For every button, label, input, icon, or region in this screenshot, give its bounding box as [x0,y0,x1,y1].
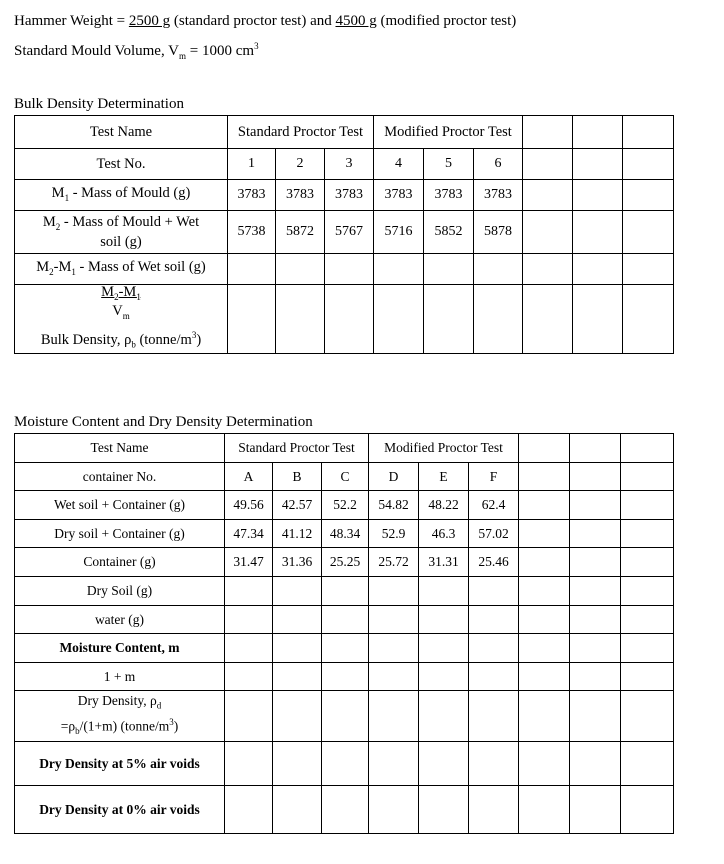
empty-cell [419,634,469,663]
empty-cell [621,434,674,463]
empty-cell [374,254,424,285]
dry-soil-container-label: Dry soil + Container (g) [15,520,225,548]
empty-cell [419,663,469,691]
empty-cell [469,634,519,663]
container-mass-label: Container (g) [15,548,225,577]
empty-cell [519,606,570,634]
bulk-density-label [15,285,228,354]
fraction-numerator [101,285,141,304]
bulk-density-title [15,327,227,353]
empty-cell [225,786,273,834]
diff-sub-1: 2 [49,266,54,277]
container-d: D [369,463,419,491]
empty-cell [570,434,621,463]
empty-cell [523,254,573,285]
container-mass-row [15,548,674,577]
container-value-3: 25.25 [322,548,369,577]
empty-cell [225,634,273,663]
empty-cell [369,606,419,634]
empty-cell [573,211,623,254]
fraction-denominator [112,303,130,319]
wet-value-1: 49.56 [225,491,273,520]
empty-cell [225,663,273,691]
empty-cell [469,742,519,786]
empty-cell [570,548,621,577]
empty-cell [570,663,621,691]
bulk-header-row [15,116,674,149]
mass-wet-soil-row [15,254,674,285]
dd-formula-sup: 3 [169,716,174,727]
empty-cell [322,634,369,663]
empty-cell [369,691,419,742]
empty-cell [523,116,573,149]
bd-text-3: ) [196,331,202,348]
bd-sub: b [131,339,136,350]
m2-value-6: 5878 [474,211,523,254]
bd-text: Bulk Density, ρ [40,331,132,348]
empty-cell [519,577,570,606]
empty-cell [419,786,469,834]
bulk-density-caption: Bulk Density Determination [14,96,184,112]
empty-cell [225,577,273,606]
empty-cell [623,180,674,211]
wet-value-4: 54.82 [369,491,419,520]
bulk-standard-proctor-header: Standard Proctor Test [228,116,374,149]
empty-cell [573,285,623,354]
dry-value-6: 57.02 [469,520,519,548]
dry-value-1: 47.34 [225,520,273,548]
empty-cell [621,786,674,834]
empty-cell [273,663,322,691]
empty-cell [621,606,674,634]
container-value-5: 31.31 [419,548,469,577]
empty-cell [273,634,322,663]
m2-value-1: 5738 [228,211,276,254]
empty-cell [469,606,519,634]
empty-cell [621,663,674,691]
bulk-density-row [15,285,674,354]
empty-cell [276,254,325,285]
test-no-4: 4 [374,149,424,180]
mass-mould-wet-label [15,211,228,254]
empty-cell [519,663,570,691]
dry-value-5: 46.3 [419,520,469,548]
empty-cell [570,691,621,742]
empty-cell [419,742,469,786]
empty-cell [322,663,369,691]
hammer-weight-text: Hammer Weight = [14,13,129,29]
moisture-standard-proctor-header: Standard Proctor Test [225,434,369,463]
dry-density-formula [15,714,224,739]
num-text-2: -M [118,284,137,300]
empty-cell [621,691,674,742]
empty-cell [369,663,419,691]
dd-text: Dry Density, ρ [77,693,157,709]
dry-value-2: 41.12 [273,520,322,548]
dry-density-row [15,691,674,742]
empty-cell [474,254,523,285]
empty-cell [623,211,674,254]
bulk-modified-proctor-header: Modified Proctor Test [374,116,523,149]
num-sub-1: 2 [114,291,119,302]
bd-text-2: (tonne/m [135,331,192,348]
one-plus-m-label: 1 + m [15,663,225,691]
empty-cell [424,254,474,285]
wet-value-2: 42.57 [273,491,322,520]
empty-cell [469,691,519,742]
container-no-label: container No. [15,463,225,491]
container-c: C [322,463,369,491]
empty-cell [369,577,419,606]
empty-cell [519,691,570,742]
empty-cell [621,577,674,606]
den-sub: m [122,310,130,321]
empty-cell [273,691,322,742]
m2-value-4: 5716 [374,211,424,254]
empty-cell [519,491,570,520]
m1-text-2: - Mass of Mould (g) [69,184,191,201]
moisture-modified-proctor-header: Modified Proctor Test [369,434,519,463]
empty-cell [419,577,469,606]
dd0-row [15,786,674,834]
empty-cell [523,149,573,180]
wet-value-3: 52.2 [322,491,369,520]
empty-cell [519,634,570,663]
empty-cell [469,577,519,606]
hammer-weight-text-2: (standard proctor test) and [170,13,336,29]
dry-density-label [15,691,225,742]
test-no-5: 5 [424,149,474,180]
empty-cell [369,742,419,786]
mass-mould-wet-row [15,211,674,254]
empty-cell [325,285,374,354]
m1-value-2: 3783 [276,180,325,211]
water-row [15,606,674,634]
empty-cell [322,786,369,834]
empty-cell [523,180,573,211]
empty-cell [519,786,570,834]
dd0-label: Dry Density at 0% air voids [15,786,225,834]
m2-value-5: 5852 [424,211,474,254]
bulk-density-table [14,115,674,354]
moisture-content-label: Moisture Content, m [15,634,225,663]
empty-cell [424,285,474,354]
empty-cell [469,663,519,691]
m1-text: M [51,184,65,201]
m2-value-3: 5767 [325,211,374,254]
empty-cell [523,211,573,254]
m2-text-2: - Mass of Mould + Wet soil (g) [60,213,200,251]
empty-cell [325,254,374,285]
empty-cell [570,463,621,491]
wet-value-5: 48.22 [419,491,469,520]
empty-cell [225,742,273,786]
test-no-3: 3 [325,149,374,180]
container-value-2: 31.36 [273,548,322,577]
m1-value-5: 3783 [424,180,474,211]
empty-cell [621,463,674,491]
empty-cell [228,285,276,354]
mass-wet-soil-label [15,254,228,285]
empty-cell [621,491,674,520]
empty-cell [621,548,674,577]
empty-cell [469,786,519,834]
m2-text: M [42,213,56,230]
empty-cell [276,285,325,354]
hammer-weight-text-3: (modified proctor test) [376,13,517,29]
test-no-1: 1 [228,149,276,180]
dd-sub: d [156,700,162,711]
empty-cell [623,116,674,149]
empty-cell [369,786,419,834]
empty-cell [225,691,273,742]
mould-volume-value: = 1000 cm [186,43,255,59]
dd5-row [15,742,674,786]
empty-cell [570,786,621,834]
moisture-caption: Moisture Content and Dry Density Determination [14,414,313,430]
bulk-density-fraction [101,285,141,323]
empty-cell [273,742,322,786]
moisture-test-name-cell: Test Name [15,434,225,463]
m1-value-3: 3783 [325,180,374,211]
wet-soil-label: Wet soil + Container (g) [15,491,225,520]
dry-density-title [15,693,224,714]
moisture-header-row [15,434,674,463]
empty-cell [573,149,623,180]
dry-soil-container-row [15,520,674,548]
den-text: V [112,302,123,319]
diff-text-3: - Mass of Wet soil (g) [75,258,206,275]
empty-cell [322,742,369,786]
dry-value-3: 48.34 [322,520,369,548]
m1-value-1: 3783 [228,180,276,211]
container-f: F [469,463,519,491]
diff-sub-2: 1 [71,266,76,277]
mould-volume-text: Standard Mould Volume, V [14,43,180,59]
test-no-2: 2 [276,149,325,180]
dd-formula-text: =ρ [60,718,76,734]
standard-hammer-weight: 2500 g [128,13,171,29]
empty-cell [573,116,623,149]
empty-cell [623,254,674,285]
moisture-content-row [15,634,674,663]
mould-volume-sub: m [179,51,187,61]
container-value-1: 31.47 [225,548,273,577]
dry-soil-label: Dry Soil (g) [15,577,225,606]
empty-cell [519,548,570,577]
m1-value-6: 3783 [474,180,523,211]
empty-cell [374,285,424,354]
diff-text-2: -M [53,258,72,275]
dry-soil-row [15,577,674,606]
empty-cell [570,742,621,786]
wet-value-6: 62.4 [469,491,519,520]
empty-cell [573,180,623,211]
empty-cell [623,285,674,354]
diff-text: M [36,258,50,275]
test-no-6: 6 [474,149,523,180]
dd-formula-text-3: ) [173,718,179,734]
empty-cell [519,520,570,548]
empty-cell [322,577,369,606]
dry-value-4: 52.9 [369,520,419,548]
dd-formula-sub: b [75,725,80,736]
empty-cell [369,634,419,663]
empty-cell [523,285,573,354]
empty-cell [621,634,674,663]
num-text: M [101,284,115,300]
num-sub-2: 1 [136,291,141,302]
empty-cell [570,520,621,548]
water-label: water (g) [15,606,225,634]
hammer-weight-line [14,13,516,30]
mould-volume-sup: 3 [254,41,259,51]
empty-cell [273,786,322,834]
empty-cell [519,434,570,463]
empty-cell [322,606,369,634]
m2-value-2: 5872 [276,211,325,254]
empty-cell [273,577,322,606]
empty-cell [419,606,469,634]
empty-cell [519,463,570,491]
empty-cell [621,520,674,548]
mass-mould-label [15,180,228,211]
container-a: A [225,463,273,491]
m2-sub: 2 [55,221,61,232]
container-no-row [15,463,674,491]
m1-value-4: 3783 [374,180,424,211]
empty-cell [519,742,570,786]
mass-mould-row [15,180,674,211]
dd5-label: Dry Density at 5% air voids [15,742,225,786]
test-no-row [15,149,674,180]
empty-cell [573,254,623,285]
container-value-6: 25.46 [469,548,519,577]
empty-cell [273,606,322,634]
dd-formula-text-2: /(1+m) (tonne/m [79,718,170,734]
bd-sup: 3 [191,329,197,340]
test-no-label: Test No. [15,149,228,180]
empty-cell [474,285,523,354]
wet-soil-row [15,491,674,520]
container-b: B [273,463,322,491]
mould-volume-line [14,41,259,61]
m1-sub: 1 [64,192,70,203]
empty-cell [623,149,674,180]
empty-cell [570,491,621,520]
container-e: E [419,463,469,491]
empty-cell [225,606,273,634]
one-plus-m-row [15,663,674,691]
modified-hammer-weight: 4500 g [335,13,377,29]
empty-cell [228,254,276,285]
empty-cell [570,634,621,663]
empty-cell [322,691,369,742]
empty-cell [621,742,674,786]
container-value-4: 25.72 [369,548,419,577]
bulk-test-name-cell: Test Name [15,116,228,149]
empty-cell [570,606,621,634]
empty-cell [570,577,621,606]
empty-cell [419,691,469,742]
moisture-table [14,433,674,834]
